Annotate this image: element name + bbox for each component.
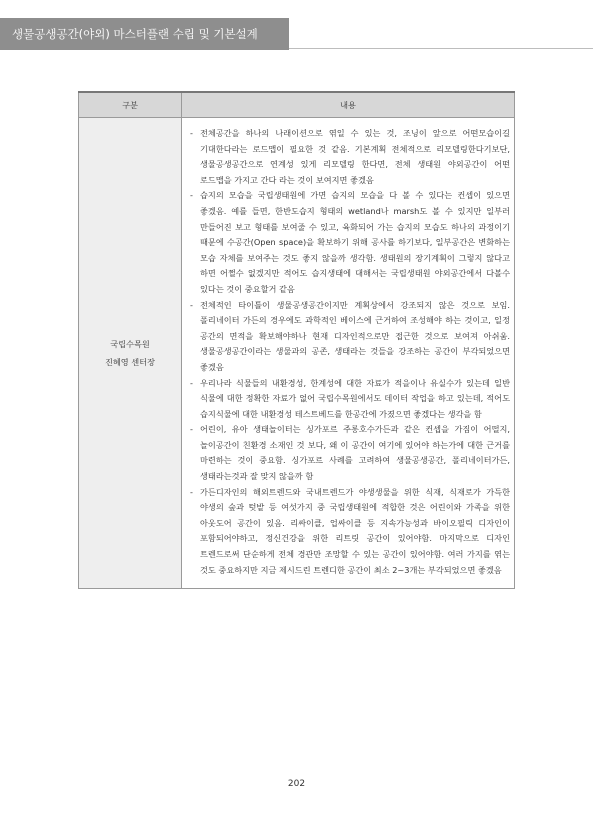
dash-bullet-icon: - [190, 424, 193, 435]
dash-bullet-icon: - [190, 377, 193, 388]
table-row [79, 118, 515, 589]
list-item-text: 전체공간을 하나의 나래이션으로 엮일 수 있는 것, 조닝이 앞으로 어떤모습이길 기대한다라는 로드맵이 필요한 것 같음. 기본계획 전체적으로 리모델링한다기보단, 생물공생공간으로 연계성 있게 리모델링 한다면, 전체 생태원 야외공간이 어떤 로드맵을 가지고 간다 라는 것이 보여지면 좋겠음 [200, 128, 510, 185]
list-item-text: 어린이, 유아 생태놀이터는 싱가포르 주롱호수가든과 같은 컨셉을 가짐이 어떨지, 놀이공간이 친환경 소재인 것 보다, 왜 이 공간이 여기에 있어야 하는가에 대한 근거를 마련하는 것이 중요함. 싱가포르 사례를 고려하여 생물공생공간, 폴리네이터가든, 생태라는것과 잘 맞지 않을까 함 [200, 424, 510, 482]
header-divider [289, 48, 593, 49]
dash-bullet-icon: - [190, 486, 193, 497]
document-header-title: 생물공생공간(야외) 마스터플랜 수립 및 기본설계 [12, 27, 258, 41]
document-header-band [0, 18, 289, 50]
person-name-title: 진혜영 센터장 [104, 357, 156, 368]
list-item [186, 298, 510, 376]
list-item [186, 485, 510, 579]
column-header-content: 내용 [182, 92, 515, 118]
dash-bullet-icon: - [190, 190, 193, 201]
column-header-category: 구분 [79, 92, 182, 118]
list-item [186, 422, 510, 484]
organization-cell [79, 118, 182, 589]
opinion-list [186, 126, 510, 578]
list-item-text: 습지의 모습을 국립생태원에 가면 습지의 모습을 다 볼 수 있다는 컨셉이 있으면 좋겠음. 예를 들면, 한반도습지 형태의 wetland나 marsh도 볼 수 있지만 일부러 만들어진 보고 형태를 보여줄 수 있고, 육화되어 가는 습지의 모습도 하나의 과정이기 때문에 수공간(Open space)을 확보하기 위해 공사를 하기보다, 일부공간은 변화하는 모습 자체를 보여주는 것도 좋지 않을까 생각함. 생태원의 장기계획이 그렇지 않다고 하면 어쩔수 없겠지만 적어도 습지생태에 대해서는 국립생태원 야외공간에서 다볼수 있다는 것이 중요할거 같음 [200, 190, 510, 294]
page-number: 202 [287, 779, 306, 789]
dash-bullet-icon: - [190, 128, 193, 138]
dash-bullet-icon: - [190, 299, 193, 310]
organization-name: 국립수목원 [110, 339, 150, 350]
list-item [186, 188, 510, 297]
content-cell [182, 118, 515, 589]
list-item-text: 전체적인 타이틀이 생물공생공간이지만 계획상에서 강조되지 않은 것으로 보임. 폴리네이터 가든의 경우에도 과학적인 베이스에 근거하여 조성해야 하는 것이고, 일정 공간의 면적을 확보해야하나 현재 디자인적으로만 접근한 것으로 보여져 아쉬움. 생물공생공간이라는 생물과의 공존, 생태라는 것들을 강조하는 공간이 부각되었으면 좋겠음 [200, 299, 510, 372]
list-item-text: 우리나라 식물들의 내환경성, 한계성에 대한 자료가 적을이나 유실수가 있는데 일반 식물에 대한 정확한 자료가 없어 국립수목원에서도 데이터 작업을 하고 있는데, 적어도 습지식물에 대한 내환경성 테스트베드를 한공간에 가졌으면 좋겠다는 생각을 함 [200, 377, 510, 419]
list-item [186, 126, 510, 188]
list-item-text: 가든디자인의 해외트렌드와 국내트렌드가 야생생물을 위한 식재, 식재로가 가득한 야생의 숲과 텃밭 등 여섯가지 중 국립생태원에 적합한 것은 어린이와 가족을 위한 아웃도어 공간이 있음. 리싸이클, 업싸이클 등 지속가능성과 바이오필릭 디자인이 포함되어야하고, 정신건강을 위한 리트릿 공간이 있어야함. 마지막으로 디자인 트렌드로써 단순하게 전체 경관만 조망할 수 있는 공간이 있어야함. 여러 가지를 엮는 것도 중요하지만 지금 제시드린 트렌디한 공간이 최소 2~3개는 부각되었으면 좋겠음 [200, 486, 510, 575]
opinion-table [78, 91, 515, 589]
list-item [186, 376, 510, 423]
table-header-row [79, 92, 515, 118]
